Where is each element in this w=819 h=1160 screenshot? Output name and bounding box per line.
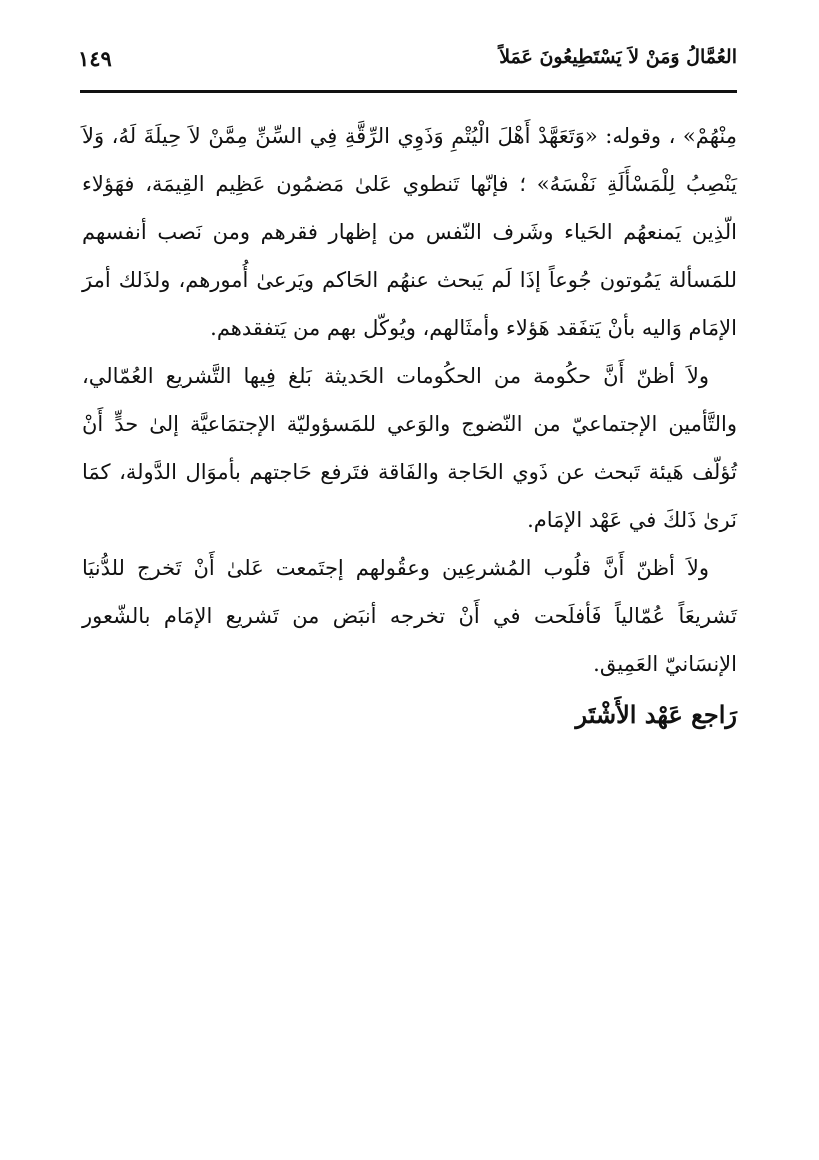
running-header <box>78 40 737 84</box>
page-number: ١٤٩ <box>78 46 112 71</box>
paragraph-modern-governments: ولاَ أظنّ أَنَّ حكُومة من الحكُومات الحَديثة بَلغ فِيها التَّشريع العُمّالي، والتَّأمين الإجتماعيّ من النّضوج والوَعي للمَسؤوليّة الإجتمَاعيَّة إلىٰ حدٍّ أَنْ تُؤلّف هَيئة تَبحث عن ذَوي الحَاجة والفَاقة فتَرفع حَاجتهم بأموَال الدَّولة، كمَا نَرىٰ ذَلكَ في عَهْد الإمَام. <box>82 364 737 532</box>
running-title: العُمَّالُ وَمَنْ لاَ يَسْتَطِيعُونَ عَمَلاً <box>499 46 737 68</box>
paragraph-legislators: ولاَ أظنّ أَنَّ قلُوب المُشرعِين وعقُولهم إجتَمعت عَلىٰ أَنْ تَخرج للدُّنيَا تَشريعَاً عُمّالياً فَأفلَحت في أَنْ تخرجه أنبَض من تَشريع الإمَام بالشّعور الإنسَانيّ العَمِيق. <box>82 556 737 676</box>
closing-reference: رَاجع عَهْد الأَشْتَر <box>575 700 737 729</box>
body-text <box>82 112 737 688</box>
paragraph-quote: مِنْهُمْ» ، وقوله: «وَتَعَهَّدْ أَهْلَ الْيُتْمِ وَذَوِي الرِّقَّةِ فِي السِّنِّ مِمَّنْ لاَ حِيلَةَ لَهُ، وَلاَ يَنْصِبُ لِلْمَسْأَلَةِ نَفْسَهُ» ؛ فإنّها تَنطوي عَلىٰ مَضمُون عَظِيم القِيمَة، فهَؤلاء الّذِين يَمنعهُم الحَياء وشَرف النّفس من إظهار فقرهم ومن نَصب أنفسهم للمَسألة يَمُوتون جُوعاً إذَا لَم يَبحث عنهُم الحَاكم ويَرعىٰ أُمورهم، ولذَلك أمرَ الإمَام وَاليه بأنْ يَتفَقد هَؤلاء وأمثَالهم، ويُوكّل بهم من يَتفقدهم. <box>82 124 737 340</box>
header-rule <box>80 90 737 93</box>
